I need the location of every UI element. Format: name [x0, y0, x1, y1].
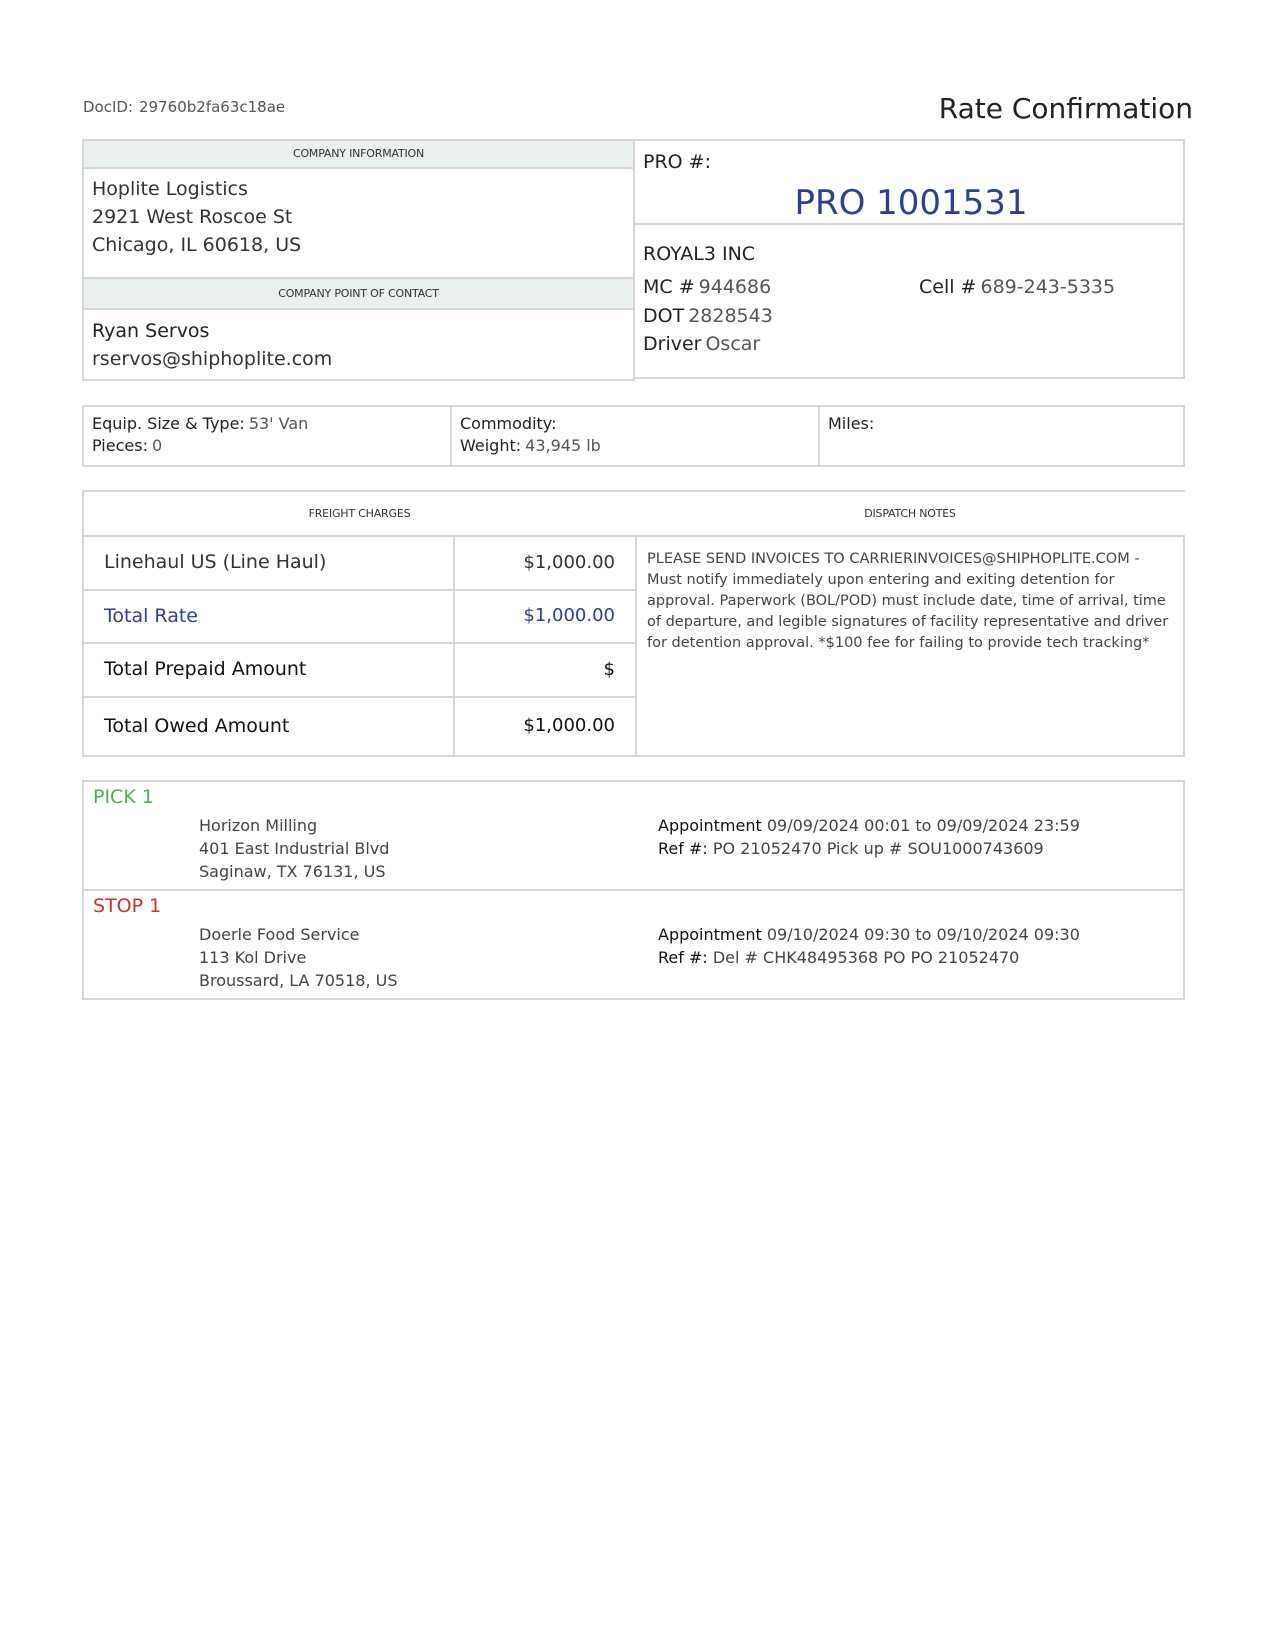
weight-label: Weight: [460, 436, 522, 455]
pro-box [633, 139, 1185, 225]
stop-name: Doerle Food Service [199, 925, 360, 944]
dot-value: 2828543 [688, 305, 773, 327]
pro-number: PRO 1001531 [794, 183, 1028, 223]
dispatch-notes-text: PLEASE SEND INVOICES TO CARRIERINVOICES@SHIPHOPLITE.COM - Must notify immediately upon entering and exiting detention for approval. Paperwork (BOL/POD) must include date, time of arrival, time of departure, and legible signatures of facility representative and driver for detention approval. *$100 fee for failing to provide tech tracking* [647, 551, 1169, 651]
stop-name: Horizon Milling [199, 816, 318, 835]
cell-value: 689-243-5335 [980, 276, 1116, 298]
driver-value: Oscar [705, 333, 761, 355]
commodity-label: Commodity: [460, 414, 557, 433]
contact-header: COMPANY POINT OF CONTACT [84, 279, 633, 310]
carrier-cell [919, 276, 1115, 298]
carrier-name: ROYAL3 INC [643, 243, 756, 265]
stop-title: PICK 1 [93, 786, 154, 808]
total-rate-amount: $1,000.00 [453, 589, 637, 644]
stop-address-line2: Broussard, LA 70518, US [199, 971, 398, 990]
ref-value: PO 21052470 Pick up # SOU1000743609 [712, 839, 1044, 858]
stop-address-line1: 401 East Industrial Blvd [199, 839, 390, 858]
equip-label: Equip. Size & Type: [92, 414, 245, 433]
freight-row-label: Linehaul US (Line Haul) [84, 535, 455, 591]
pick-1-stop [82, 780, 1185, 891]
page-title: Rate Confirmation [938, 92, 1193, 125]
stop-appointment [658, 814, 1080, 860]
ref-label: Ref #: [658, 839, 708, 858]
ref-value: Del # CHK48495368 PO PO 21052470 [712, 948, 1020, 967]
company-address [84, 169, 633, 265]
total-owed-amount: $1,000.00 [453, 696, 637, 755]
carrier-driver [643, 333, 760, 355]
pro-label: PRO #: [643, 151, 711, 173]
miles-label: Miles: [828, 414, 875, 433]
carrier-dot [643, 305, 773, 327]
total-owed-label: Total Owed Amount [84, 696, 455, 755]
contact-email: rservos@shiphoplite.com [92, 348, 333, 370]
total-prepaid-amount: $ [453, 642, 637, 698]
carrier-mc [643, 276, 771, 298]
stop-1-stop [82, 889, 1185, 1000]
equipment-cell [82, 405, 452, 467]
contact-box [82, 277, 635, 381]
appointment-label: Appointment [658, 925, 762, 944]
company-name: Hoplite Logistics [92, 178, 248, 200]
cell-label: Cell # [919, 276, 977, 298]
company-address-line1: 2921 West Roscoe St [92, 206, 293, 228]
company-info-header: COMPANY INFORMATION [84, 141, 633, 169]
mc-value: 944686 [698, 276, 772, 298]
doc-id-value: 29760b2fa63c18ae [139, 98, 286, 116]
stop-address-line1: 113 Kol Drive [199, 948, 307, 967]
total-rate-label: Total Rate [84, 589, 455, 644]
pieces-value: 0 [151, 436, 163, 455]
driver-label: Driver [643, 333, 702, 355]
equip-value: 53' Van [248, 414, 309, 433]
carrier-box [633, 223, 1185, 379]
total-prepaid-label: Total Prepaid Amount [84, 642, 455, 698]
dispatch-notes-header: DISPATCH NOTES [635, 492, 1185, 537]
ref-label: Ref #: [658, 948, 708, 967]
stop-address [199, 923, 397, 992]
stop-appointment [658, 923, 1080, 969]
freight-table [82, 490, 1185, 757]
dot-label: DOT [643, 305, 685, 327]
doc-id [83, 98, 285, 116]
stop-address [199, 814, 389, 883]
commodity-cell [450, 405, 820, 467]
contact-name: Ryan Servos [92, 320, 210, 342]
stop-address-line2: Saginaw, TX 76131, US [199, 862, 386, 881]
pieces-label: Pieces: [92, 436, 148, 455]
miles-cell [818, 405, 1185, 467]
appointment-value: 09/09/2024 00:01 to 09/09/2024 23:59 [766, 816, 1080, 835]
appointment-value: 09/10/2024 09:30 to 09/10/2024 09:30 [766, 925, 1080, 944]
mc-label: MC # [643, 276, 695, 298]
appointment-label: Appointment [658, 816, 762, 835]
company-address-line2: Chicago, IL 60618, US [92, 234, 302, 256]
stop-title: STOP 1 [93, 895, 162, 917]
freight-charges-header: FREIGHT CHARGES [84, 492, 637, 537]
doc-id-label: DocID: [83, 98, 134, 116]
weight-value: 43,945 lb [525, 436, 601, 455]
freight-row-amount: $1,000.00 [453, 535, 637, 591]
company-info-box [82, 139, 635, 279]
